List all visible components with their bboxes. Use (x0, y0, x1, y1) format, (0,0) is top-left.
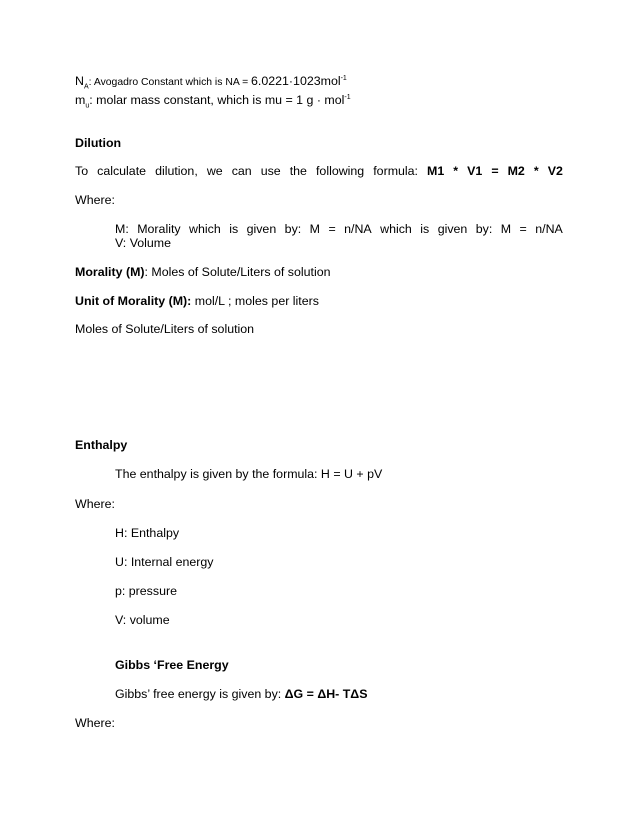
dilution-intro-word: following (315, 164, 365, 178)
mu-description: : molar mass constant, which is mu = 1 g · mol (89, 93, 345, 107)
unit-label: Unit of Morality (M): (75, 294, 192, 308)
enthalpy-def-p: p: pressure (115, 584, 177, 598)
volume-definition: V: Volume (115, 236, 172, 250)
dilution-where: Where: (75, 193, 115, 207)
gibbs-heading: Gibbs ‘Free Energy (115, 658, 229, 672)
dilution-intro-word: calculate (97, 164, 147, 178)
enthalpy-def-u: U: Internal energy (115, 555, 214, 569)
morality-definition-word: = (519, 222, 527, 236)
dilution-formula-word: * (453, 164, 459, 178)
dilution-intro-word: To (75, 164, 89, 178)
dilution-heading: Dilution (75, 136, 122, 150)
na-description: : Avogadro Constant which is NA = (88, 77, 252, 88)
morality-text: : Moles of Solute/Liters of solution (144, 265, 331, 279)
morality-label: Morality (M) (75, 265, 145, 279)
enthalpy-heading: Enthalpy (75, 438, 128, 452)
morality-definition-word: which (380, 222, 412, 236)
morality-definition-word: by: (475, 222, 493, 236)
enthalpy-formula-line: The enthalpy is given by the formula: H = U + pV (115, 467, 383, 481)
dilution-intro-word: formula: (373, 164, 418, 178)
mu-symbol: m (75, 93, 86, 107)
dilution-formula-word: = (491, 164, 499, 178)
dilution-formula-word: M2 (507, 164, 525, 178)
gibbs-formula: ΔG = ΔH- TΔS (284, 687, 368, 701)
mu-exponent: -1 (344, 93, 351, 101)
dilution-intro-word: we (206, 164, 223, 178)
enthalpy-where: Where: (75, 497, 115, 511)
dilution-formula-word: V1 (467, 164, 483, 178)
morality-definition-line (115, 222, 563, 237)
morality-definition-word: M: (115, 222, 129, 236)
dilution-formula-word: V2 (547, 164, 563, 178)
avogadro-constant-line (75, 74, 347, 90)
dilution-intro-word: can (231, 164, 252, 178)
dilution-intro-word: the (289, 164, 307, 178)
morality-definition-word: by: (284, 222, 302, 236)
moles-line: Moles of Solute/Liters of solution (75, 322, 255, 336)
na-exponent: -1 (340, 74, 347, 82)
morality-definition-word: given (437, 222, 468, 236)
enthalpy-def-v: V: volume (115, 613, 170, 627)
gibbs-intro: Gibbs’ free energy is given by: (115, 687, 285, 701)
dilution-formula-word: * (533, 164, 539, 178)
morality-definition-word: given (246, 222, 277, 236)
morality-definition-word: = (328, 222, 336, 236)
dilution-intro-word: use (260, 164, 281, 178)
morality-line (75, 265, 331, 280)
dilution-intro-line (75, 164, 563, 179)
morality-definition-word: n/NA (344, 222, 372, 236)
morality-definition-word: Morality (137, 222, 181, 236)
na-symbol: N (75, 74, 84, 88)
unit-text: mol/L ; moles per liters (191, 294, 319, 308)
morality-definition-word: n/NA (535, 222, 563, 236)
gibbs-formula-line (115, 687, 367, 702)
gibbs-where: Where: (75, 716, 115, 730)
dilution-intro-word: dilution, (155, 164, 198, 178)
morality-definition-word: M (309, 222, 320, 236)
unit-of-morality-line (75, 294, 319, 309)
morality-definition-word: is (229, 222, 239, 236)
enthalpy-def-h: H: Enthalpy (115, 526, 180, 540)
morality-definition-word: which (189, 222, 221, 236)
dilution-formula-word: M1 (427, 164, 445, 178)
na-value: 6.0221·1023mol (251, 74, 341, 88)
na-subscript: A (83, 83, 89, 91)
morality-definition-word: M (500, 222, 512, 236)
molar-mass-constant-line (75, 93, 351, 108)
mu-subscript: u (85, 102, 90, 110)
morality-definition-word: is (420, 222, 430, 236)
